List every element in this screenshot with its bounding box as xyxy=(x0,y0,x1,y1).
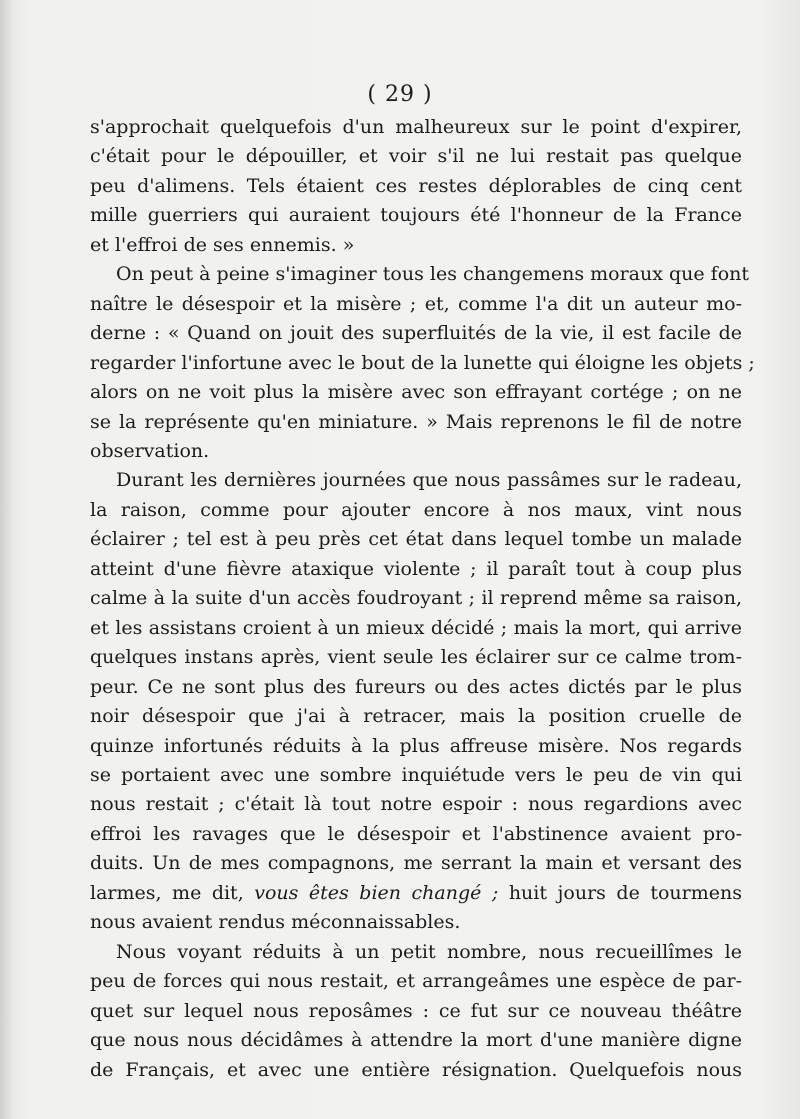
text-line: et les assistans croient à un mieux décidé ; mais la mort, qui arrive xyxy=(90,616,742,639)
text-line: naître le désespoir et la misère ; et, comme l'a dit un auteur mo- xyxy=(90,292,742,315)
text-segment: huit jours de tourmens xyxy=(498,881,742,904)
text-line: mille guerriers qui auraient toujours été l'honneur de la France xyxy=(90,204,742,227)
page-gutter-shadow xyxy=(0,0,12,1119)
text-line: Durant les dernières journées que nous passâmes sur le radeau, xyxy=(116,469,742,492)
page-number: ( 29 ) xyxy=(367,82,433,107)
text-line: On peut à peine s'imaginer tous les changemens moraux que font xyxy=(116,263,750,286)
text-line: nous restait ; c'était là tout notre espoir : nous regardions avec xyxy=(90,793,742,816)
text-line: peu d'alimens. Tels étaient ces restes déplorables de cinq cent xyxy=(90,174,742,197)
text-line: noir désespoir que j'ai à retracer, mais la position cruelle de xyxy=(90,705,742,728)
body-text xyxy=(90,113,755,1085)
text-line: se la représente qu'en miniature. » Mais reprenons le fil de notre xyxy=(90,410,742,433)
text-line: de Français, et avec une entière résignation. Quelquefois nous xyxy=(90,1058,742,1081)
text-line: regarder l'infortune avec le bout de la lunette qui éloigne les objets ; xyxy=(90,351,755,374)
text-line: que nous nous décidâmes à attendre la mort d'une manière digne xyxy=(90,1029,742,1052)
text-line: quet sur lequel nous reposâmes : ce fut sur ce nouveau théâtre xyxy=(90,999,742,1022)
text-line: quinze infortunés réduits à la plus affreuse misère. Nos regards xyxy=(90,734,742,757)
text-segment: larmes, me dit, xyxy=(90,881,255,904)
text-line: effroi les ravages que le désespoir et l'abstinence avaient pro- xyxy=(90,822,742,845)
text-line: duits. Un de mes compagnons, me serrant la main et versant des xyxy=(90,852,742,875)
text-line: la raison, comme pour ajouter encore à nos maux, vint nous xyxy=(90,498,742,521)
text-line: peu de forces qui nous restait, et arrangeâmes une espèce de par- xyxy=(90,970,742,993)
text-line: se portaient avec une sombre inquiétude vers le peu de vin qui xyxy=(90,763,742,786)
text-line: observation. xyxy=(90,439,210,462)
text-line: Nous voyant réduits à un petit nombre, nous recueillîmes le xyxy=(116,940,742,963)
text-line: alors on ne voit plus la misère avec son effrayant cortége ; on ne xyxy=(90,381,742,404)
text-line: et l'effroi de ses ennemis. » xyxy=(90,233,355,256)
text-line: quelques instans après, vient seule les éclairer sur ce calme trom- xyxy=(90,646,742,669)
text-line: derne : « Quand on jouit des superfluités de la vie, il est facile de xyxy=(90,322,742,345)
text-line: calme à la suite d'un accès foudroyant ; il reprend même sa raison, xyxy=(90,587,742,610)
text-line: s'approchait quelquefois d'un malheureux sur le point d'expirer, xyxy=(90,116,742,138)
text-line: nous avaient rendus méconnaissables. xyxy=(90,911,461,934)
text-line xyxy=(90,879,742,908)
text-line: atteint d'une fièvre ataxique violente ; il paraît tout à coup plus xyxy=(90,557,742,580)
text-line: c'était pour le dépouiller, et voir s'il ne lui restait pas quelque xyxy=(90,145,742,168)
text-line: peur. Ce ne sont plus des fureurs ou des actes dictés par le plus xyxy=(90,675,742,698)
text-line: éclairer ; tel est à peu près cet état dans lequel tombe un malade xyxy=(90,528,742,551)
italic-quote: vous êtes bien changé ; xyxy=(254,881,499,904)
